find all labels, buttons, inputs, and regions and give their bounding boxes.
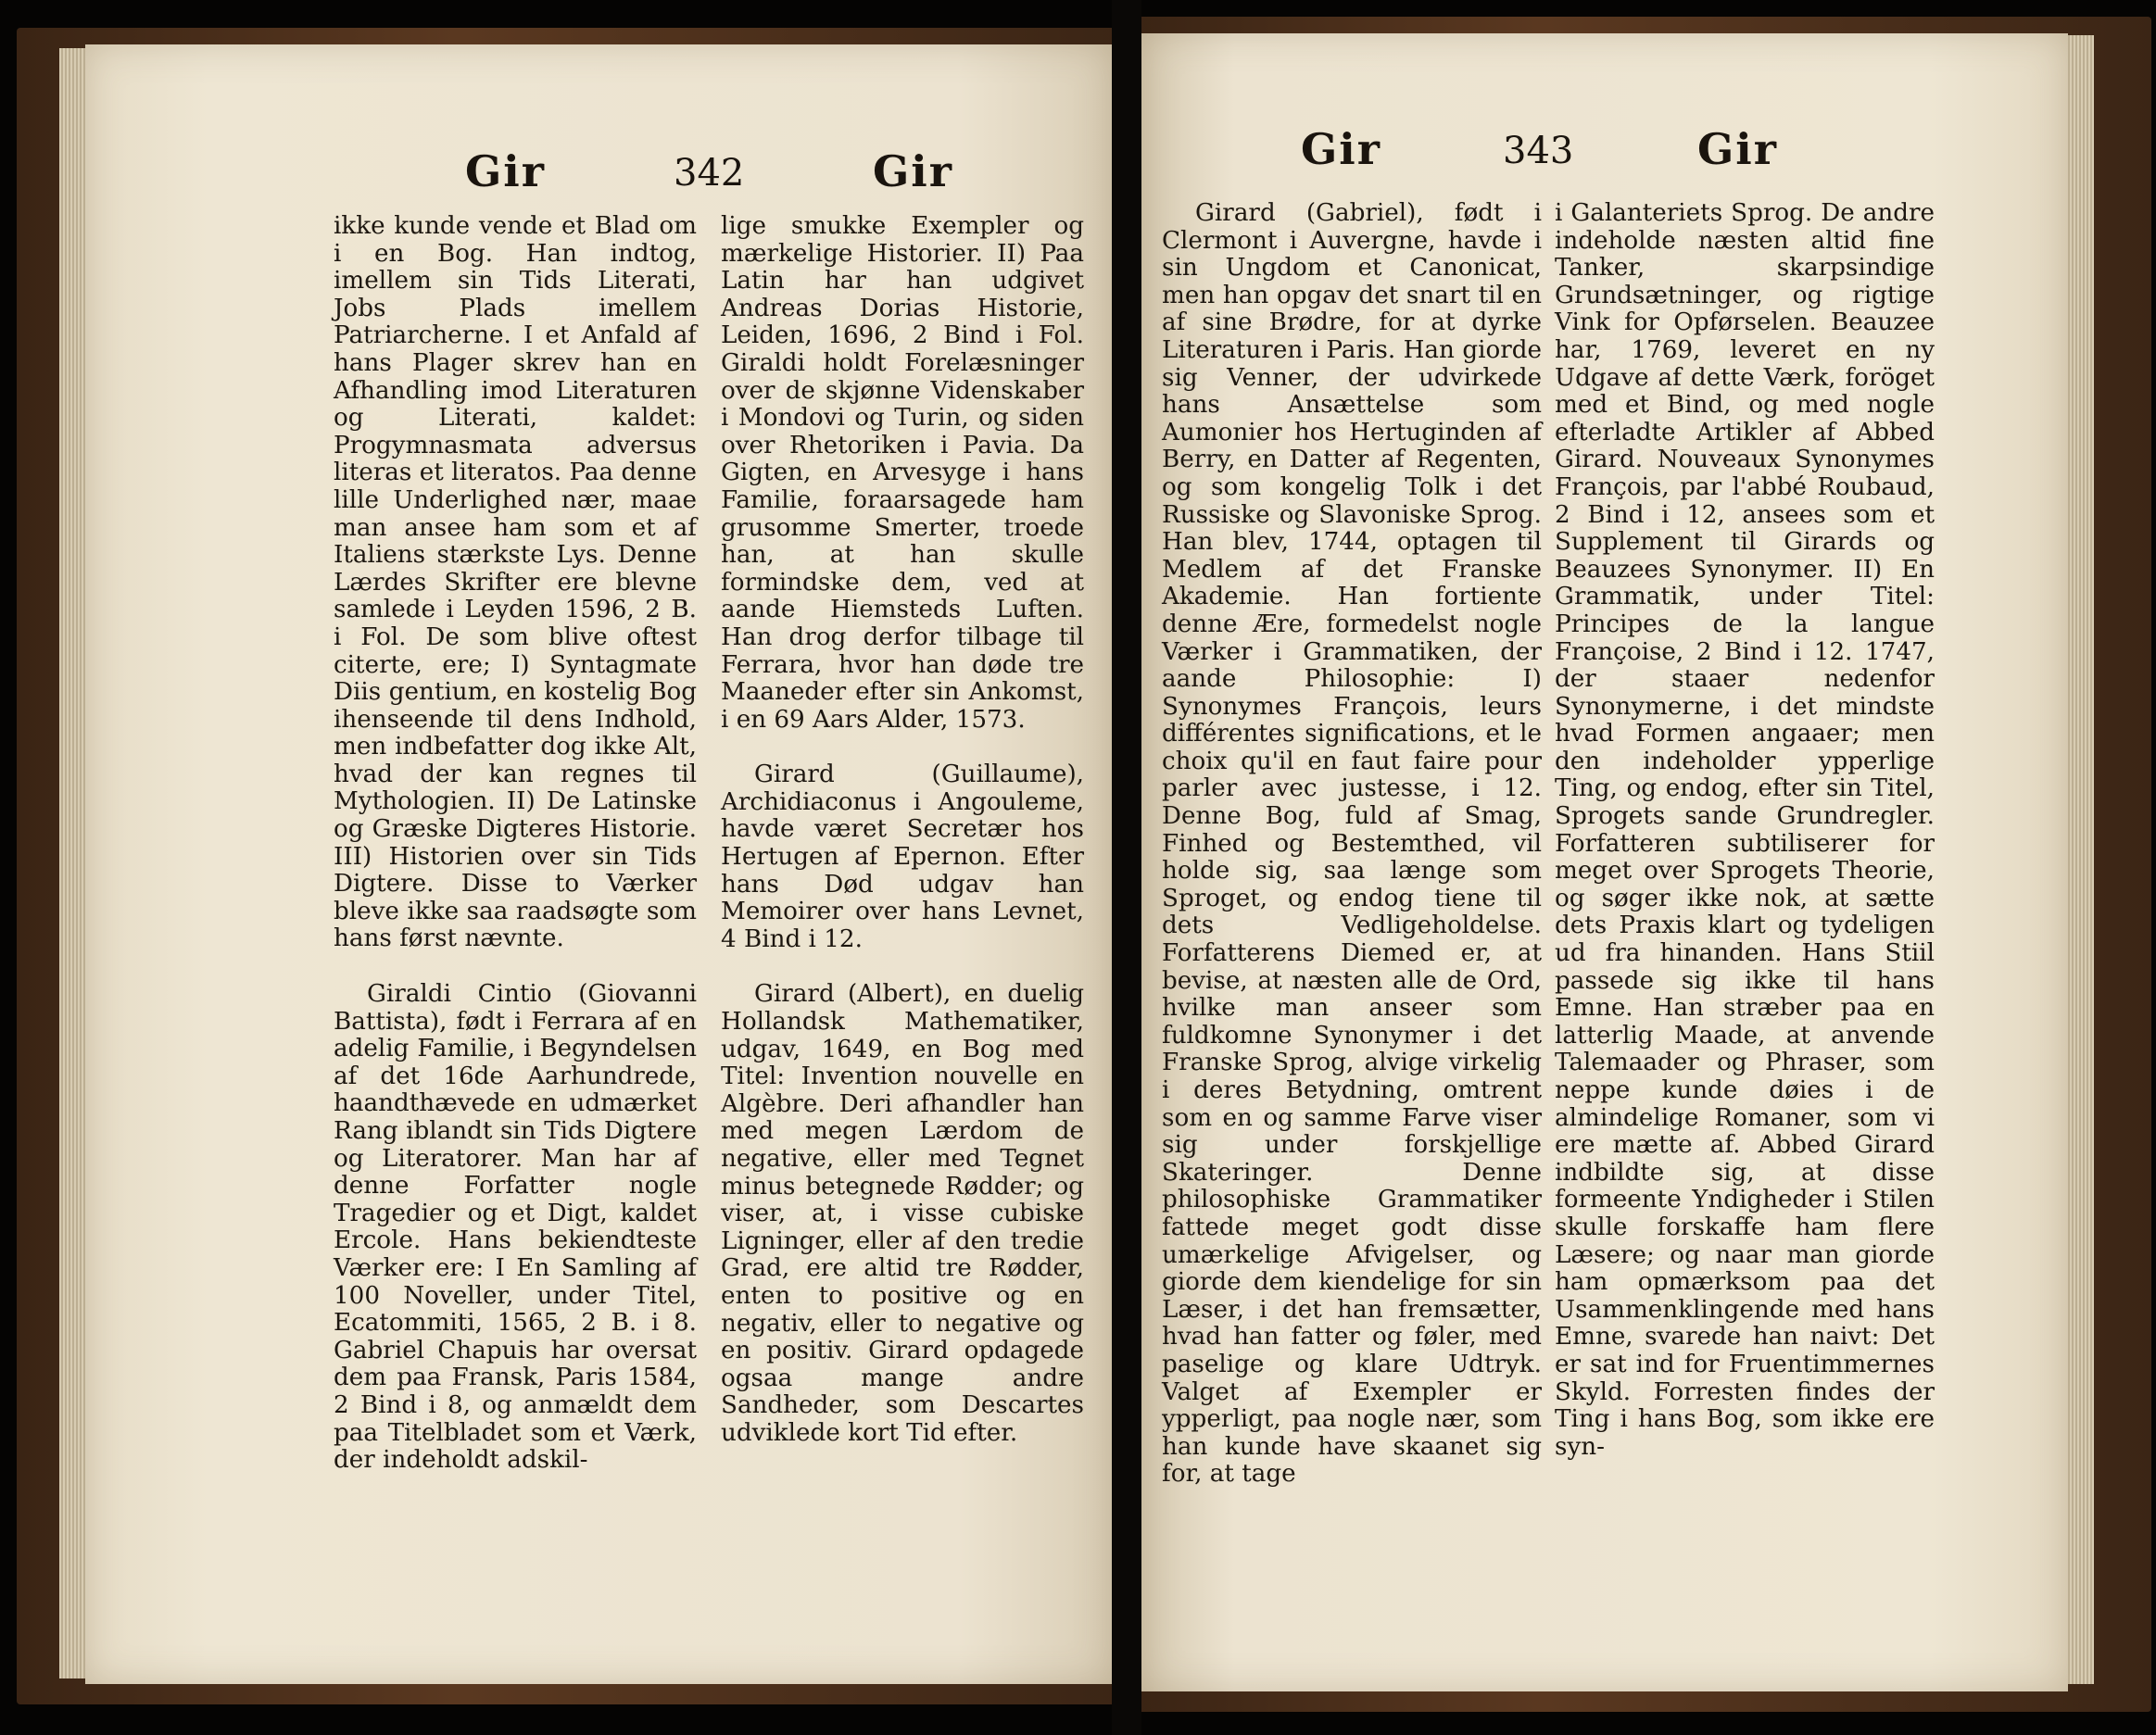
right-running-head xyxy=(1141,33,2068,174)
right-page xyxy=(1141,33,2068,1691)
right-page-column-2 xyxy=(1555,200,1935,1461)
left-running-head xyxy=(85,44,1112,196)
right-head-guide-word-left: Gir xyxy=(1301,124,1381,174)
entry-giraldi-cintio: Giraldi Cintio (Giovanni Battista), født i Ferrara af en adelig Familie, i Begyndelsen af det 16de Aarhundrede, haandthævede en udmærket Rang iblandt sin Tids Digtere og Literatorer. Man har af denne Forfatter nogle Tragedier og et Digt, kaldet Ercole. Hans bekiendteste Værker ere: I En Samling af 100 Noveller, under Titel, Ecatommiti, 1565, 2 B. i 8. Gabriel Chapuis har oversat dem paa Fransk, Paris 1584, 2 Bind i 8, og anmældt dem paa Titelbladet som et Værk, der indeholdt adskil- xyxy=(334,980,697,1475)
paragraph-giraldi-continued: ikke kunde vende et Blad om i en Bog. Han indtog, imellem sin Tids Literati, Jobs Plads imellem Patriarcherne. I et Anfald af hans Plager skrev han en Afhandling imod Literaturen og Literati, kaldet: Progymnasmata adversus literas et literatos. Paa denne lille Underlighed nær, maae man ansee ham som et af Italiens stærkste Lys. Denne Lærdes Skrifter ere blevne samlede i Leyden 1596, 2 B. i Fol. De som blive oftest citerte, ere; I) Syntagmate Diis gentium, en kostelig Bog ihenseende til dens Indhold, men indbefatter dog ikke Alt, hvad der kan regnes til Mythologien. II) De Latinske og Græske Digteres Historie. III) Historien over sin Tids Digtere. Disse to Værker bleve ikke saa raadsøgte som hans først nævnte. xyxy=(334,212,697,953)
left-head-guide-word-left: Gir xyxy=(465,146,546,196)
paragraph-giraldi-works: lige smukke Exempler og mærkelige Historier. II) Paa Latin har han udgivet Andreas Dorias Historie, Leiden, 1696, 2 Bind i Fol. Giraldi holdt Forelæsninger over de skjønne Videnskaber i Mondovi og Turin, og siden over Rhetoriken i Pavia. Da Gigten, en Arvesyge i hans Familie, foraarsagede ham grusomme Smerter, troede han, at han skulle formindske dem, ved at aande Hiemsteds Luften. Han drog derfor tilbage til Ferrara, hvor han døde tre Maaneder efter sin Ankomst, i en 69 Aars Alder, 1573. xyxy=(721,212,1084,734)
entry-girard-gabriel: Girard (Gabriel), født i Clermont i Auvergne, havde i sin Ungdom et Canonicat, men han opgav det snart til en af sine Brødre, for at dyrke Literaturen i Paris. Han giorde sig Venner, der udvirkede hans Ansættelse som Aumonier hos Hertuginden af Berry, en Datter af Regenten, og som kongelig Tolk i det Russiske og Slavoniske Sprog. Han blev, 1744, optagen til Medlem af det Franske Akademie. Han fortiente denne Ære, formedelst nogle Værker i Grammatiken, der aande Philosophie: I) Synonymes François, leurs différentes significations, et le choix qu'il en faut faire pour parler avec justesse, i 12. Denne Bog, fuld af Smag, Finhed og Bestemthed, vil holde sig, saa længe som Sproget, og endog tiene til dets Vedligeholdelse. Forfatterens Diemed er, at bevise, at næsten alle de Ord, hvilke man anseer som fuldkomne Synonymer i det Franske Sprog, alvige virkelig i deres Betydning, omtrent som en og samme Farve viser sig under forskjellige Skateringer. Denne philosophiske Grammatiker fattede meget godt disse umærkelige Afvigelser, og giorde dem kiendelige for sin Læser, i det han fremsætter, hvad han fatter og føler, med paselige og klare Udtryk. Valget af Exempler er ypperligt, paa nogle nær, som han kunde have skaanet sig for, at tage xyxy=(1162,199,1542,1489)
left-page-number: 342 xyxy=(674,152,745,195)
left-page-column-1 xyxy=(334,213,697,1475)
right-head-guide-word-right: Gir xyxy=(1697,124,1778,174)
left-head-guide-word-right: Gir xyxy=(873,146,953,196)
right-page-edges xyxy=(2066,35,2094,1684)
right-page-number: 343 xyxy=(1503,130,1574,172)
binding-gutter xyxy=(1112,0,1141,1735)
paragraph-girard-gabriel-continued: i Galanteriets Sprog. De andre indeholde næsten altid fine Tanker, skarpsindige Grundsætninger, og rigtige Vink for Opførselen. Beauzee har, 1769, leveret en ny Udgave af dette Værk, foröget med et Bind, og med nogle efterladte Artikler af Abbed Girard. Nouveaux Synonymes François, par l'abbé Roubaud, 2 Bind i 12, ansees som et Supplement til Girards og Beauzees Synonymer. II) En Grammatik, under Titel: Principes de la langue Françoise, 2 Bind i 12. 1747, der staaer nedenfor Synonymerne, i det mindste hvad Formen angaaer; men den indeholder ypperlige Ting, og endog, efter sin Titel, Sprogets sande Grundregler. Forfatteren subtiliserer for meget over Sprogets Theorie, og søger ikke nok, at sætte dets Praxis klart og tydeligen ud fra hinanden. Hans Stiil passede sig ikke til hans Emne. Han stræber paa en latterlig Maade, at anvende Talemaader og Phraser, som neppe kunde døies i de almindelige Romaner, som vi ere mætte af. Abbed Girard indbildte sig, at disse formeente Yndigheder i Stilen skulle forskaffe ham flere Læsere; og naar man giorde ham opmærksom paa det Usammenklingende med hans Emne, svarede han naivt: Det er sat ind for Fruentimmernes Skyld. Forresten findes der Ting i hans Bog, som ikke ere syn- xyxy=(1555,199,1935,1461)
right-page-column-1 xyxy=(1162,200,1542,1489)
left-page xyxy=(85,44,1112,1684)
left-page-edges xyxy=(59,48,87,1678)
entry-girard-guillaume: Girard (Guillaume), Archidiaconus i Angouleme, havde været Secretær hos Hertugen af Epernon. Efter hans Død udgav han Memoirer over hans Levnet, 4 Bind i 12. xyxy=(721,761,1084,953)
entry-girard-albert: Girard (Albert), en duelig Hollandsk Mathematiker, udgav, 1649, en Bog med Titel: Invention nouvelle en Algèbre. Deri afhandler han med megen Lærdom de negative, eller med Tegnet minus betegnede Rødder; og viser, at, i visse cubiske Ligninger, eller af den tredie Grad, ere altid tre Rødder, enten to positive og en negativ, eller to negative og en positiv. Girard opdagede ogsaa mange andre Sandheder, som Descartes udviklede kort Tid efter. xyxy=(721,980,1084,1447)
left-page-column-2 xyxy=(721,213,1084,1448)
